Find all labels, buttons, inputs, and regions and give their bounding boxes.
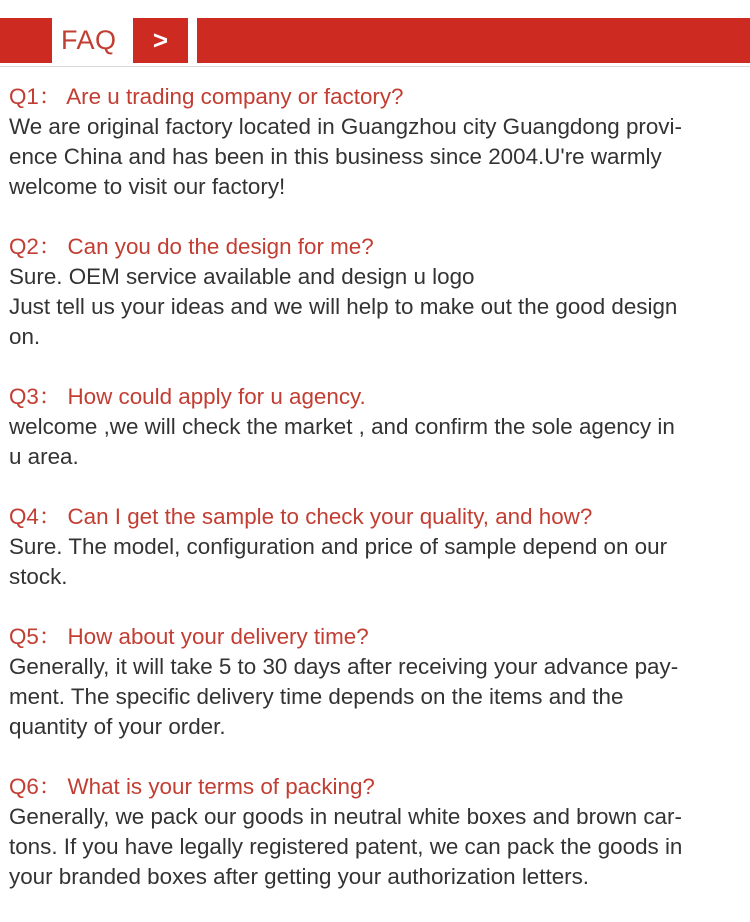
faq-answer-line: welcome ,we will check the market , and confirm the sole agency in (9, 414, 675, 439)
faq-question: Q2： Can you do the design for me? (9, 234, 374, 259)
faq-answer-line: u area. (9, 444, 79, 469)
faq-list (9, 82, 741, 922)
faq-item-q1 (9, 82, 741, 202)
header-bar-left (0, 18, 52, 63)
faq-question: Q4： Can I get the sample to check your quality, and how? (9, 504, 593, 529)
faq-answer-line: Just tell us your ideas and we will help to make out the good design (9, 294, 678, 319)
faq-answer-line: Sure. The model, configuration and price of sample depend on our (9, 534, 668, 559)
faq-item-q2 (9, 232, 741, 352)
faq-answer-line: quantity of your order. (9, 714, 226, 739)
faq-answer-line: Generally, it will take 5 to 30 days after receiving your advance pay- (9, 654, 679, 679)
header-bar-right (197, 18, 750, 63)
faq-answer-line: ence China and has been in this business since 2004.U're warmly (9, 144, 662, 169)
faq-header (0, 0, 750, 67)
faq-item-q6 (9, 772, 741, 892)
faq-answer-line: welcome to visit our factory! (9, 174, 286, 199)
faq-answer-line: stock. (9, 564, 68, 589)
arrow-icon: > (133, 18, 188, 63)
faq-item-q3 (9, 382, 741, 472)
faq-item-q5 (9, 622, 741, 742)
faq-title: FAQ (61, 25, 117, 55)
faq-answer-line: your branded boxes after getting your authorization letters. (9, 864, 590, 889)
faq-answer-line: tons. If you have legally registered patent, we can pack the goods in (9, 834, 683, 859)
header-divider (0, 66, 750, 67)
faq-answer-line: ment. The specific delivery time depends on the items and the (9, 684, 624, 709)
faq-answer-line: on. (9, 324, 41, 349)
faq-item-q4 (9, 502, 741, 592)
faq-question: Q3： How could apply for u agency. (9, 384, 366, 409)
faq-answer-line: Sure. OEM service available and design u logo (9, 264, 475, 289)
faq-answer-line: We are original factory located in Guangzhou city Guangdong provi- (9, 114, 682, 139)
faq-question: Q6： What is your terms of packing? (9, 774, 375, 799)
faq-answer-line: Generally, we pack our goods in neutral white boxes and brown car- (9, 804, 682, 829)
faq-question: Q1： Are u trading company or factory? (9, 84, 404, 109)
faq-question: Q5： How about your delivery time? (9, 624, 369, 649)
